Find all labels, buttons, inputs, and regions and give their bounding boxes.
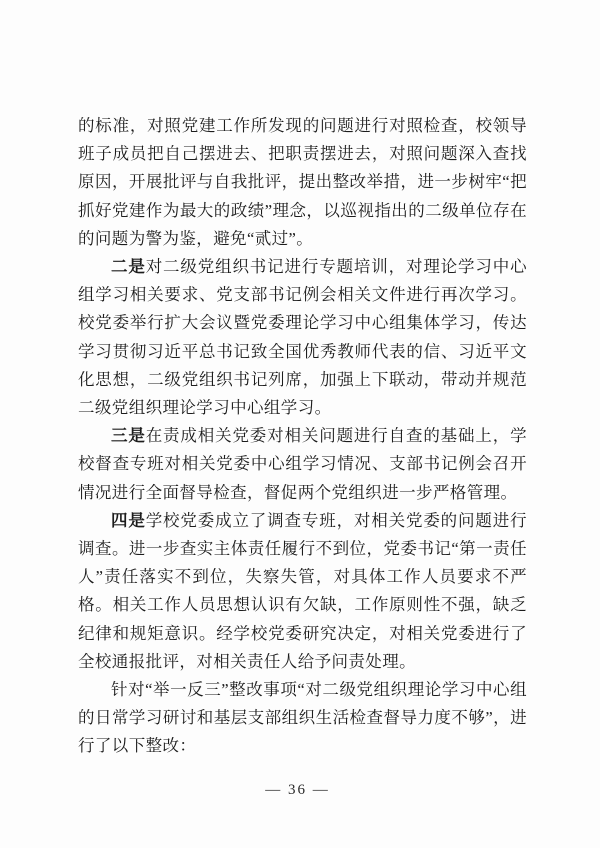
paragraph — [78, 507, 527, 676]
paragraph-lead: 二是 — [111, 257, 146, 277]
paragraph-text: 的标准，对照党建工作所发现的问题进行对照检查，校领导班子成员把自己摆进去、把职责摆进去，对照问题深入查找原因，开展批评与自我批评，提出整改举措，进一步树牢“把抓好党建作为最大的政绩”理念，以巡视指出的二级单位存在的问题为警为鉴，避免“贰过”。 — [78, 116, 527, 248]
paragraph — [78, 422, 527, 507]
paragraph-text: 学校党委成立了调查专班，对相关党委的问题进行调查。进一步查实主体责任履行不到位，党委书记“第一责任人”责任落实不到位，失察失管，对具体工作人员要求不严格。相关工作人员思想认识有欠缺，工作原则性不强，缺乏纪律和规矩意识。经学校党委研究决定，对相关党委进行了全校通报批评，对相关责任人给予问责处理。 — [78, 510, 527, 671]
page-number: — 36 — — [265, 782, 330, 798]
paragraph-text: 在责成相关党委对相关问题进行自查的基础上，学校督查专班对相关党委中心组学习情况、支部书记例会召开情况进行全面督导检查，督促两个党组织进一步严格管理。 — [78, 426, 527, 502]
paragraph-text: 对二级党组织书记进行专题培训，对理论学习中心组学习相关要求、党支部书记例会相关文件进行再次学习。校党委举行扩大会议暨党委理论学习中心组集体学习，传达学习贯彻习近平总书记致全国优秀教师代表的信、习近平文化思想，二级党组织书记列席，加强上下联动，带动并规范二级党组织理论学习中心组学习。 — [78, 257, 527, 418]
paragraph-text: 针对“举一反三”整改事项“对二级党组织理论学习中心组的日常学习研讨和基层支部组织生活检查督导力度不够”，进行了以下整改： — [78, 680, 527, 756]
paragraph — [78, 676, 527, 761]
paragraph-lead: 三是 — [111, 426, 146, 446]
paragraph-lead: 四是 — [111, 510, 146, 530]
paragraph — [78, 253, 527, 422]
document-body — [78, 112, 527, 761]
paragraph — [78, 112, 527, 253]
